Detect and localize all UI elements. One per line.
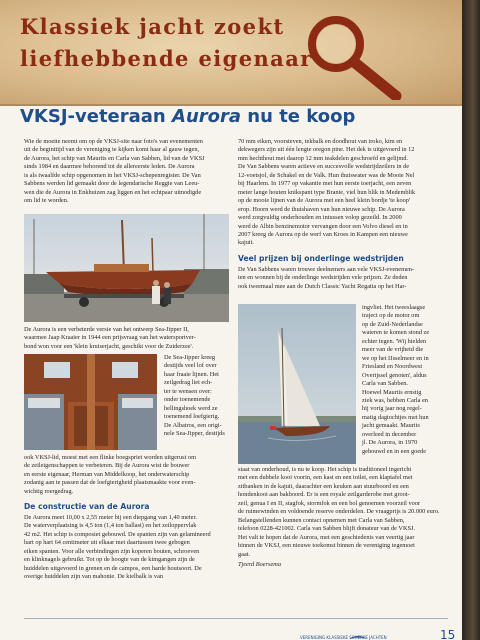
col2-bottom [238,466,446,569]
text-line: Friesland en Noordwest [362,363,423,371]
text-line: wichtig roergedrag. [24,487,74,495]
text-line: toenemend loefgierig. [164,413,220,421]
text-line: ingvliet. Het tweeslaagse [362,304,426,311]
text-line: huiddelen uitgevoerd in grenen en de campos, een harde houtsoort. De [24,564,202,572]
text-line: De Albatros, een origi- [164,421,222,429]
article-author: Tjeerd Boersema [238,560,281,568]
photo-cabin-interior [24,354,157,450]
text-line: De Aurora is een verbeterde versie van het ontwerp Sea-Jipper II, [24,326,189,333]
text-line: overige huiddelen zijn van mahonie. De kielbalk is van [24,573,164,581]
col1-construction [24,514,229,582]
text-line: traject op de motor om [362,312,420,320]
text-line: uit de beginttijd van de vereniging te kijken komt haar al gauw tegen, [24,146,200,154]
headline-suffix: nu te koop [241,106,356,127]
text-line: De waterverplaatsing is 4,5 ton (1,4 ton ballast) en het zeiloppervlak [24,522,197,530]
text-line: eiken spanten. Voor alle verbindingen zijn koperen bouten, schroeven [24,547,200,555]
text-line: hondenkooi aan bakboord. Er is een royale zeilgarderobe met groot- [238,491,410,499]
text-line: De Van Sabbens waren actieve en succesvolle wedstrijdzeilers in de [238,163,410,171]
text-line: bij Haarlem. In 1977 op vakantie met hun eerste toerjacht, een zeven [238,180,412,188]
text-line: met een dubbele kooi voorin, een kast en een toilet, een klaptafel met [238,474,413,482]
col2-prizes [238,266,446,291]
photo1-caption [24,326,229,351]
text-line: hart op hart 64 centimeter uit elkaar met daartussen twee gebogen [24,539,190,547]
text-line: haar fraaie lijnen. Het [164,370,219,378]
text-line: meer van de vrijheid die [362,346,424,354]
text-line: zitbanken in de kajuit, daarachter een keuken aan stuurboord en een [238,482,409,490]
book-spine-edge [462,0,480,640]
text-line: matig dagtochtjes met hun [362,413,429,421]
text-line: jacht gemaakt. Maurits [362,422,420,430]
text-line: op de mooie lijnen van de Aurora met een heel klein bordje 'te koop' [238,197,411,205]
footer-rule [24,618,448,619]
text-line: hij vorig jaar nog regel- [362,405,422,413]
text-line: erop. Hoorn werd de thuishaven van hun nieuwe schip. De Aurora [238,205,405,213]
text-line: ziek was, hebben Carla en [362,396,428,404]
text-line: bond won voor een 'klein kruiserjacht, geschikt voor de Zuiderzee'. [24,342,194,350]
text-line: en eerste eigenaar, Herman van Middelkoop, het onderwaterschip [24,470,190,478]
col1-continued [24,454,229,496]
text-line: nele Sea-Jipper, destijds [164,430,225,438]
construction-subheading: De constructie van de Aurora [24,502,150,511]
text-line: echter tegen. 'Wij hielden [362,337,427,345]
text-line: telefoon 0228-421002. Carla van Sabben blijft donateur van de VKSJ. [238,525,416,533]
col2-narrow-text [362,304,446,456]
photo-yacht-on-trailer [24,214,229,322]
headline-boat-name: Aurora [172,106,242,127]
text-line: dekwegers zijn uit één lengte oregon pine. Het dek is uitgevoerd in 12 [238,146,415,154]
text-line: Hoewel Maurits ernstig [362,388,422,396]
text-line: onder toenemende [164,396,211,404]
text-line: werd zorgvuldig onderhouden en intussen volop gezeild. In 2000 [238,214,402,222]
text-line: gebouwd en in een goede [362,447,426,455]
text-line: hellingshoek werd ze [164,404,218,412]
text-line: sinds 1984 en daarmee behorend tot de allereerste leden. De Aurora [24,163,195,171]
text-line: 12-voetsjol, de Schakel en de Valk. Hun thuiswater was de Mooie Nel [238,171,415,179]
text-line: De Aurora meet 10,00 x 2,55 meter bij een diepgang van 1,40 meter. [24,514,197,521]
text-line: ook tweemaal mee aan de Dutch Classic Yacht Regatta op het Har- [238,282,407,290]
text-line: De Sea-Jipper kreeg [164,354,216,361]
text-line: kajuit. [238,239,254,247]
text-line: zodanig aan te passen dat de loefgierigheid plaatsmaakte voor even- [24,479,196,487]
col1-narrow-text [164,354,230,439]
text-line: 2007 kreeg de Aurora op de werf van Kroes in Kampen een nieuwe [238,230,408,238]
magnifying-glass-icon [296,10,406,100]
text-line: Wie de moeite neemt om op de VKSJ-site naar foto's van evenementen [24,138,203,145]
text-line: Belangstellenden kunnen contact opnemen met Carla van Sabben, [238,516,405,524]
banner-title-line-2: liefhebbende eigenaar [20,46,313,71]
text-line: wen die de Aurora in Enkhuizen zag liggen en het echtpaar uitnodigde [24,188,202,196]
headline-prefix: VKSJ-veteraan [20,106,173,127]
text-line: destijds veel lof over [164,362,217,370]
text-line: op de Zuid-Nederlandse [362,320,423,328]
page-number: 15 [440,628,456,640]
text-line: wateren te komen stond ze [362,329,430,337]
text-line: mm hechthout met daarop 12 mm teakdelen geschroefd en gelijmd. [238,154,408,162]
text-line: De Van Sabbens waren trouwe deelnemers aan vele VKSJ-evenemen- [238,266,415,273]
text-line: is als twaalfde schip opgenomen in het VKSJ-schepenregister. De Van [24,171,201,179]
text-line: en klinknagels gebruikt. Tot op de hoogte van de kimgangen zijn de [24,556,195,564]
text-line: gaat. [238,550,251,558]
text-line: staat van onderhoud, is nu te koop. Het schip is traditioneel ingericht [238,466,412,473]
col1-intro [24,138,229,206]
text-line: de Aurora, het schip van Maurits en Carla van Sabben, lid van de VKSJ [24,154,205,162]
text-line: Overijssel genoten', aldus [362,371,427,379]
text-line: de zeileigenschappen te verbeteren. Bij de Aurora wist de bouwer [24,462,190,470]
text-line: meter lange houten knikspant type Branie, viel hun blik in Medemblik [238,188,416,196]
text-line: om lid te worden. [24,197,69,205]
text-line: ten en wonnen bij de onderlinge wedstrijden vele prijzen. Ze deden [238,274,408,282]
prizes-subheading: Veel prijzen bij onderlinge wedstrijden [238,254,404,263]
photo-yacht-sailing [238,304,356,464]
title-banner [0,0,462,106]
text-line: Carla van Sabben. [362,380,408,388]
text-line: overleed in december [362,430,417,438]
text-line: de ruimewinden en voldoende reserve onderdelen. De vraagprijs is 20.000 euro. [238,508,440,516]
text-line: 70 mm eiken, voorsteven, tekbalk en doodhout van iroko, kim en [238,138,403,145]
text-line: ter te wensen over: [164,387,212,395]
col2-top [238,138,446,248]
text-line: binnen de VKSJ, een nieuwe toekomst binnen de vereniging tegemoet [238,542,415,550]
text-line: zeilgedrag liet ech- [164,379,213,387]
text-line: jl. De Aurora, in 1970 [362,439,418,447]
text-line: ook VKSJ-lid, moest met een flinke boegspriet worden uitgerust om [24,454,196,461]
text-line: zeil, genua I en II, stagfok, stormfok en een bol genoemen voorzeil voor [238,499,421,507]
article-headline [20,106,450,127]
text-line: we op het IJsselmeer en in [362,354,429,362]
footer-organisation: VERENIGING KLASSIEKE SCHERPE JACHTEN [300,635,387,640]
banner-title-line-1: Klassiek jacht zoekt [20,14,285,39]
text-line: werd de Albin benzinemotor vervangen door een Volvo diesel en in [238,222,408,230]
text-line: Sabbens werden lid gemaakt door de legendarische Reggie van Leeu- [24,180,200,188]
text-line: Het valt te hopen dat de Aurora, met een geschiedenis van veertig jaar [238,533,415,541]
text-line: waarmee Jaap Kraaier in 1944 een prijsvraag van het watersportver- [24,334,196,342]
text-line: 42 m2. Het schip is composiet gebouwd. De spanten zijn van gelamineerd [24,530,211,538]
